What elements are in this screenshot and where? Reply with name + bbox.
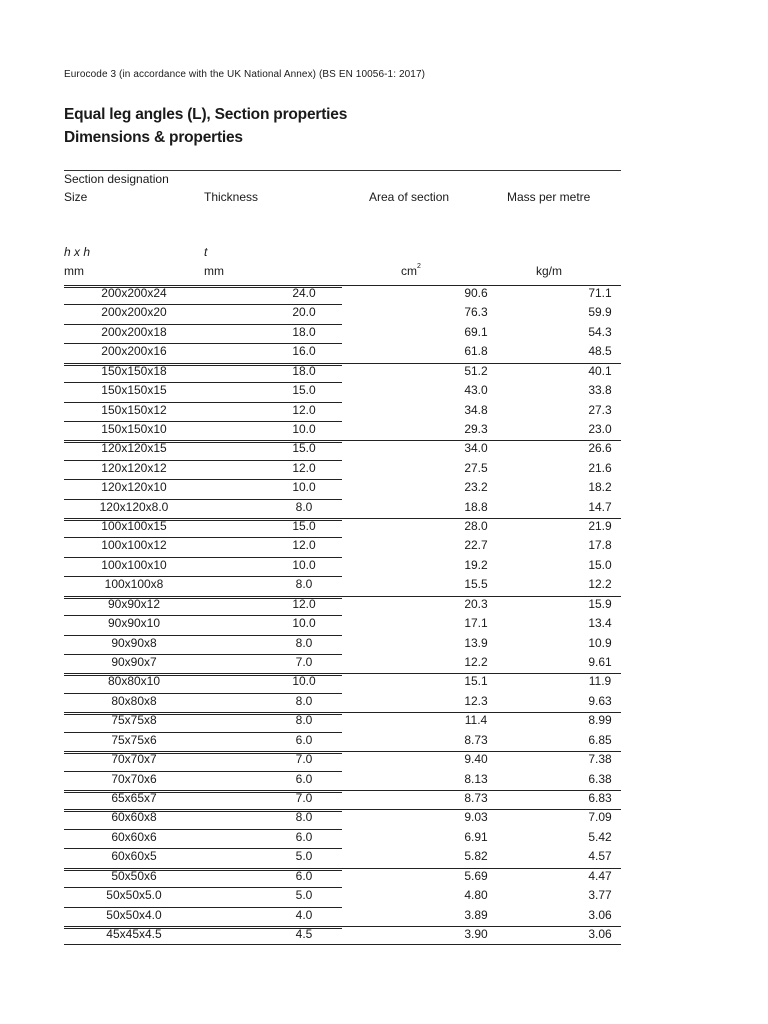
mass-cell: 15.9 — [588, 596, 612, 611]
mass-cell: 71.1 — [588, 286, 612, 300]
area-cell: 20.3 — [464, 596, 488, 611]
size-cell: 120x120x8.0 — [99, 499, 169, 514]
thickness-cell: 20.0 — [292, 305, 316, 320]
area-cell: 11.4 — [464, 713, 488, 728]
mass-cell: 7.38 — [588, 752, 612, 767]
mass-cell: 8.99 — [588, 713, 612, 728]
mass-cell: 3.77 — [588, 888, 612, 903]
size-cell: 90x90x7 — [111, 655, 157, 670]
table-row — [64, 770, 621, 789]
size-cell: 45x45x4.5 — [106, 926, 162, 941]
size-cell: 150x150x18 — [101, 363, 167, 378]
area-cell: 8.73 — [464, 732, 488, 747]
thickness-cell: 10.0 — [292, 421, 316, 436]
thickness-cell: 24.0 — [292, 286, 316, 300]
size-cell: 200x200x16 — [101, 344, 167, 359]
table-row — [64, 342, 621, 361]
mass-cell: 12.2 — [588, 577, 612, 592]
mass-cell: 4.57 — [588, 849, 612, 864]
table-row — [64, 614, 621, 633]
area-cell: 76.3 — [464, 305, 488, 320]
table-row — [64, 750, 621, 769]
page-title: Equal leg angles (L), Section properties — [64, 106, 348, 123]
mass-cell: 11.9 — [588, 674, 612, 689]
area-cell: 13.9 — [464, 635, 488, 650]
size-cell: 70x70x7 — [111, 752, 157, 767]
size-cell: 50x50x5.0 — [106, 888, 162, 903]
table-row — [64, 634, 621, 653]
size-cell: 75x75x8 — [111, 713, 157, 728]
mass-cell: 21.9 — [588, 519, 612, 534]
size-unit: mm — [64, 264, 84, 278]
thickness-cell: 16.0 — [292, 344, 316, 359]
size-cell: 200x200x18 — [101, 324, 167, 339]
thickness-cell: 18.0 — [292, 324, 316, 339]
mass-cell: 6.85 — [588, 732, 612, 747]
table-row — [64, 401, 621, 420]
table-row — [64, 556, 621, 575]
size-cell: 90x90x10 — [107, 616, 161, 631]
thickness-cell: 12.0 — [292, 596, 316, 611]
thickness-cell: 8.0 — [295, 810, 313, 825]
area-column-header: Area of section — [369, 190, 450, 204]
area-cell: 8.73 — [464, 790, 488, 805]
size-cell: 50x50x4.0 — [106, 907, 162, 922]
thickness-cell: 4.0 — [295, 907, 313, 922]
table-row — [64, 323, 621, 342]
table-row — [64, 672, 621, 691]
size-cell: 100x100x15 — [101, 519, 167, 534]
mass-column-header: Mass per metre — [507, 190, 591, 204]
table-row — [64, 498, 621, 517]
thickness-cell: 6.0 — [295, 771, 313, 786]
area-cell: 4.80 — [464, 888, 488, 903]
size-column-header: Size — [64, 190, 88, 204]
thickness-cell: 15.0 — [292, 383, 316, 398]
size-cell: 60x60x8 — [111, 810, 157, 825]
size-cell: 200x200x24 — [101, 286, 167, 300]
section-properties-table — [64, 284, 621, 945]
mass-cell: 17.8 — [588, 538, 612, 553]
table-row — [64, 867, 621, 886]
document-subtitle: Eurocode 3 (in accordance with the UK National Annex) (BS EN 10056-1: 2017) — [64, 69, 426, 80]
mass-cell: 4.47 — [588, 868, 612, 883]
area-cell: 43.0 — [464, 383, 488, 398]
section-designation-label: Section designation — [64, 172, 169, 186]
size-cell: 100x100x8 — [104, 577, 164, 592]
area-cell: 15.1 — [464, 674, 488, 689]
mass-cell: 3.06 — [588, 926, 612, 941]
thickness-cell: 18.0 — [292, 363, 316, 378]
table-row — [64, 303, 621, 322]
area-cell: 23.2 — [464, 480, 488, 495]
size-cell: 120x120x15 — [101, 441, 167, 456]
area-cell: 15.5 — [464, 577, 488, 592]
size-cell: 150x150x10 — [101, 421, 167, 436]
area-cell: 69.1 — [464, 324, 488, 339]
size-cell: 90x90x8 — [111, 635, 157, 650]
thickness-cell: 5.0 — [295, 888, 313, 903]
table-row — [64, 459, 621, 478]
size-cell: 80x80x10 — [107, 674, 161, 689]
thickness-symbol: t — [204, 245, 208, 259]
area-cell: 19.2 — [464, 557, 488, 572]
area-cell: 12.3 — [464, 693, 488, 708]
mass-cell: 33.8 — [588, 383, 612, 398]
table-row — [64, 653, 621, 672]
table-row — [64, 420, 621, 439]
mass-cell: 7.09 — [588, 810, 612, 825]
size-cell: 120x120x10 — [101, 480, 167, 495]
size-cell: 150x150x12 — [101, 402, 167, 417]
size-symbol: h x h — [64, 245, 91, 259]
thickness-cell: 15.0 — [292, 441, 316, 456]
table-row — [64, 906, 621, 925]
mass-cell: 21.6 — [588, 460, 612, 475]
table-row — [64, 575, 621, 594]
thickness-cell: 10.0 — [292, 480, 316, 495]
table-row — [64, 517, 621, 536]
area-cell: 27.5 — [464, 460, 488, 475]
mass-cell: 9.61 — [588, 655, 612, 670]
table-row — [64, 711, 621, 730]
thickness-cell: 7.0 — [295, 752, 313, 767]
mass-cell: 26.6 — [588, 441, 612, 456]
thickness-cell: 6.0 — [295, 868, 313, 883]
area-cell: 9.40 — [464, 752, 488, 767]
mass-cell: 54.3 — [588, 324, 612, 339]
thickness-cell: 6.0 — [295, 829, 313, 844]
table-row — [64, 808, 621, 827]
thickness-cell: 7.0 — [295, 655, 313, 670]
table-row — [64, 789, 621, 808]
thickness-column-header: Thickness — [204, 190, 259, 204]
size-cell: 75x75x6 — [111, 732, 157, 747]
area-unit: $cm^2$ — [401, 263, 421, 278]
thickness-cell: 12.0 — [292, 460, 316, 475]
thickness-cell: 7.0 — [295, 790, 313, 805]
header-rule — [64, 170, 621, 171]
size-cell: 60x60x5 — [111, 849, 157, 864]
mass-cell: 40.1 — [588, 363, 612, 378]
area-cell: 61.8 — [464, 344, 488, 359]
area-cell: 3.89 — [464, 907, 488, 922]
mass-cell: 18.2 — [588, 480, 612, 495]
area-cell: 18.8 — [464, 499, 488, 514]
size-cell: 50x50x6 — [111, 868, 157, 883]
table-row — [64, 692, 621, 711]
mass-unit: kg/m — [536, 264, 563, 278]
mass-cell: 59.9 — [588, 305, 612, 320]
mass-cell: 6.83 — [588, 790, 612, 805]
area-cell: 5.69 — [464, 868, 488, 883]
thickness-cell: 12.0 — [292, 538, 316, 553]
area-cell: 17.1 — [464, 616, 488, 631]
table-row — [64, 284, 621, 303]
size-cell: 120x120x12 — [101, 460, 167, 475]
table-row — [64, 828, 621, 847]
mass-cell: 23.0 — [588, 421, 612, 436]
table-bottom-rule — [64, 944, 621, 945]
size-cell: 100x100x12 — [101, 538, 167, 553]
mass-cell: 9.63 — [588, 693, 612, 708]
table-row — [64, 439, 621, 458]
thickness-cell: 10.0 — [292, 674, 316, 689]
area-cell: 34.0 — [464, 441, 488, 456]
area-cell: 34.8 — [464, 402, 488, 417]
thickness-cell: 8.0 — [295, 635, 313, 650]
mass-cell: 48.5 — [588, 344, 612, 359]
table-row — [64, 886, 621, 905]
area-cell: 90.6 — [464, 286, 488, 300]
thickness-cell: 10.0 — [292, 557, 316, 572]
thickness-cell: 12.0 — [292, 402, 316, 417]
mass-cell: 5.42 — [588, 829, 612, 844]
thickness-cell: 8.0 — [295, 577, 313, 592]
area-cell: 6.91 — [464, 829, 488, 844]
table-row — [64, 595, 621, 614]
size-cell: 150x150x15 — [101, 383, 167, 398]
size-cell: 70x70x6 — [111, 771, 157, 786]
mass-cell: 13.4 — [588, 616, 612, 631]
area-cell: 8.13 — [464, 771, 488, 786]
size-cell: 65x65x7 — [111, 790, 157, 805]
table-row — [64, 381, 621, 400]
table-row — [64, 536, 621, 555]
area-cell: 3.90 — [464, 926, 488, 941]
mass-cell: 15.0 — [588, 557, 612, 572]
mass-cell: 27.3 — [588, 402, 612, 417]
table-row — [64, 478, 621, 497]
thickness-unit: mm — [204, 264, 224, 278]
page-subtitle-heading: Dimensions & properties — [64, 129, 243, 146]
thickness-cell: 15.0 — [292, 519, 316, 534]
thickness-cell: 4.5 — [295, 926, 313, 941]
thickness-cell: 5.0 — [295, 849, 313, 864]
thickness-cell: 8.0 — [295, 499, 313, 514]
area-cell: 28.0 — [464, 519, 488, 534]
area-cell: 29.3 — [464, 421, 488, 436]
mass-cell: 10.9 — [588, 635, 612, 650]
area-cell: 5.82 — [464, 849, 488, 864]
area-cell: 9.03 — [464, 810, 488, 825]
thickness-cell: 8.0 — [295, 713, 313, 728]
area-cell: 12.2 — [464, 655, 488, 670]
thickness-cell: 10.0 — [292, 616, 316, 631]
size-cell: 60x60x6 — [111, 829, 157, 844]
area-cell: 22.7 — [464, 538, 488, 553]
table-row — [64, 362, 621, 381]
table-row — [64, 925, 621, 944]
size-cell: 200x200x20 — [101, 305, 167, 320]
size-cell: 90x90x12 — [107, 596, 161, 611]
table-row — [64, 847, 621, 866]
size-cell: 100x100x10 — [101, 557, 167, 572]
table-row — [64, 731, 621, 750]
thickness-cell: 6.0 — [295, 732, 313, 747]
mass-cell: 3.06 — [588, 907, 612, 922]
thickness-cell: 8.0 — [295, 693, 313, 708]
mass-cell: 6.38 — [588, 771, 612, 786]
mass-cell: 14.7 — [588, 499, 612, 514]
size-cell: 80x80x8 — [111, 693, 157, 708]
area-cell: 51.2 — [464, 363, 488, 378]
